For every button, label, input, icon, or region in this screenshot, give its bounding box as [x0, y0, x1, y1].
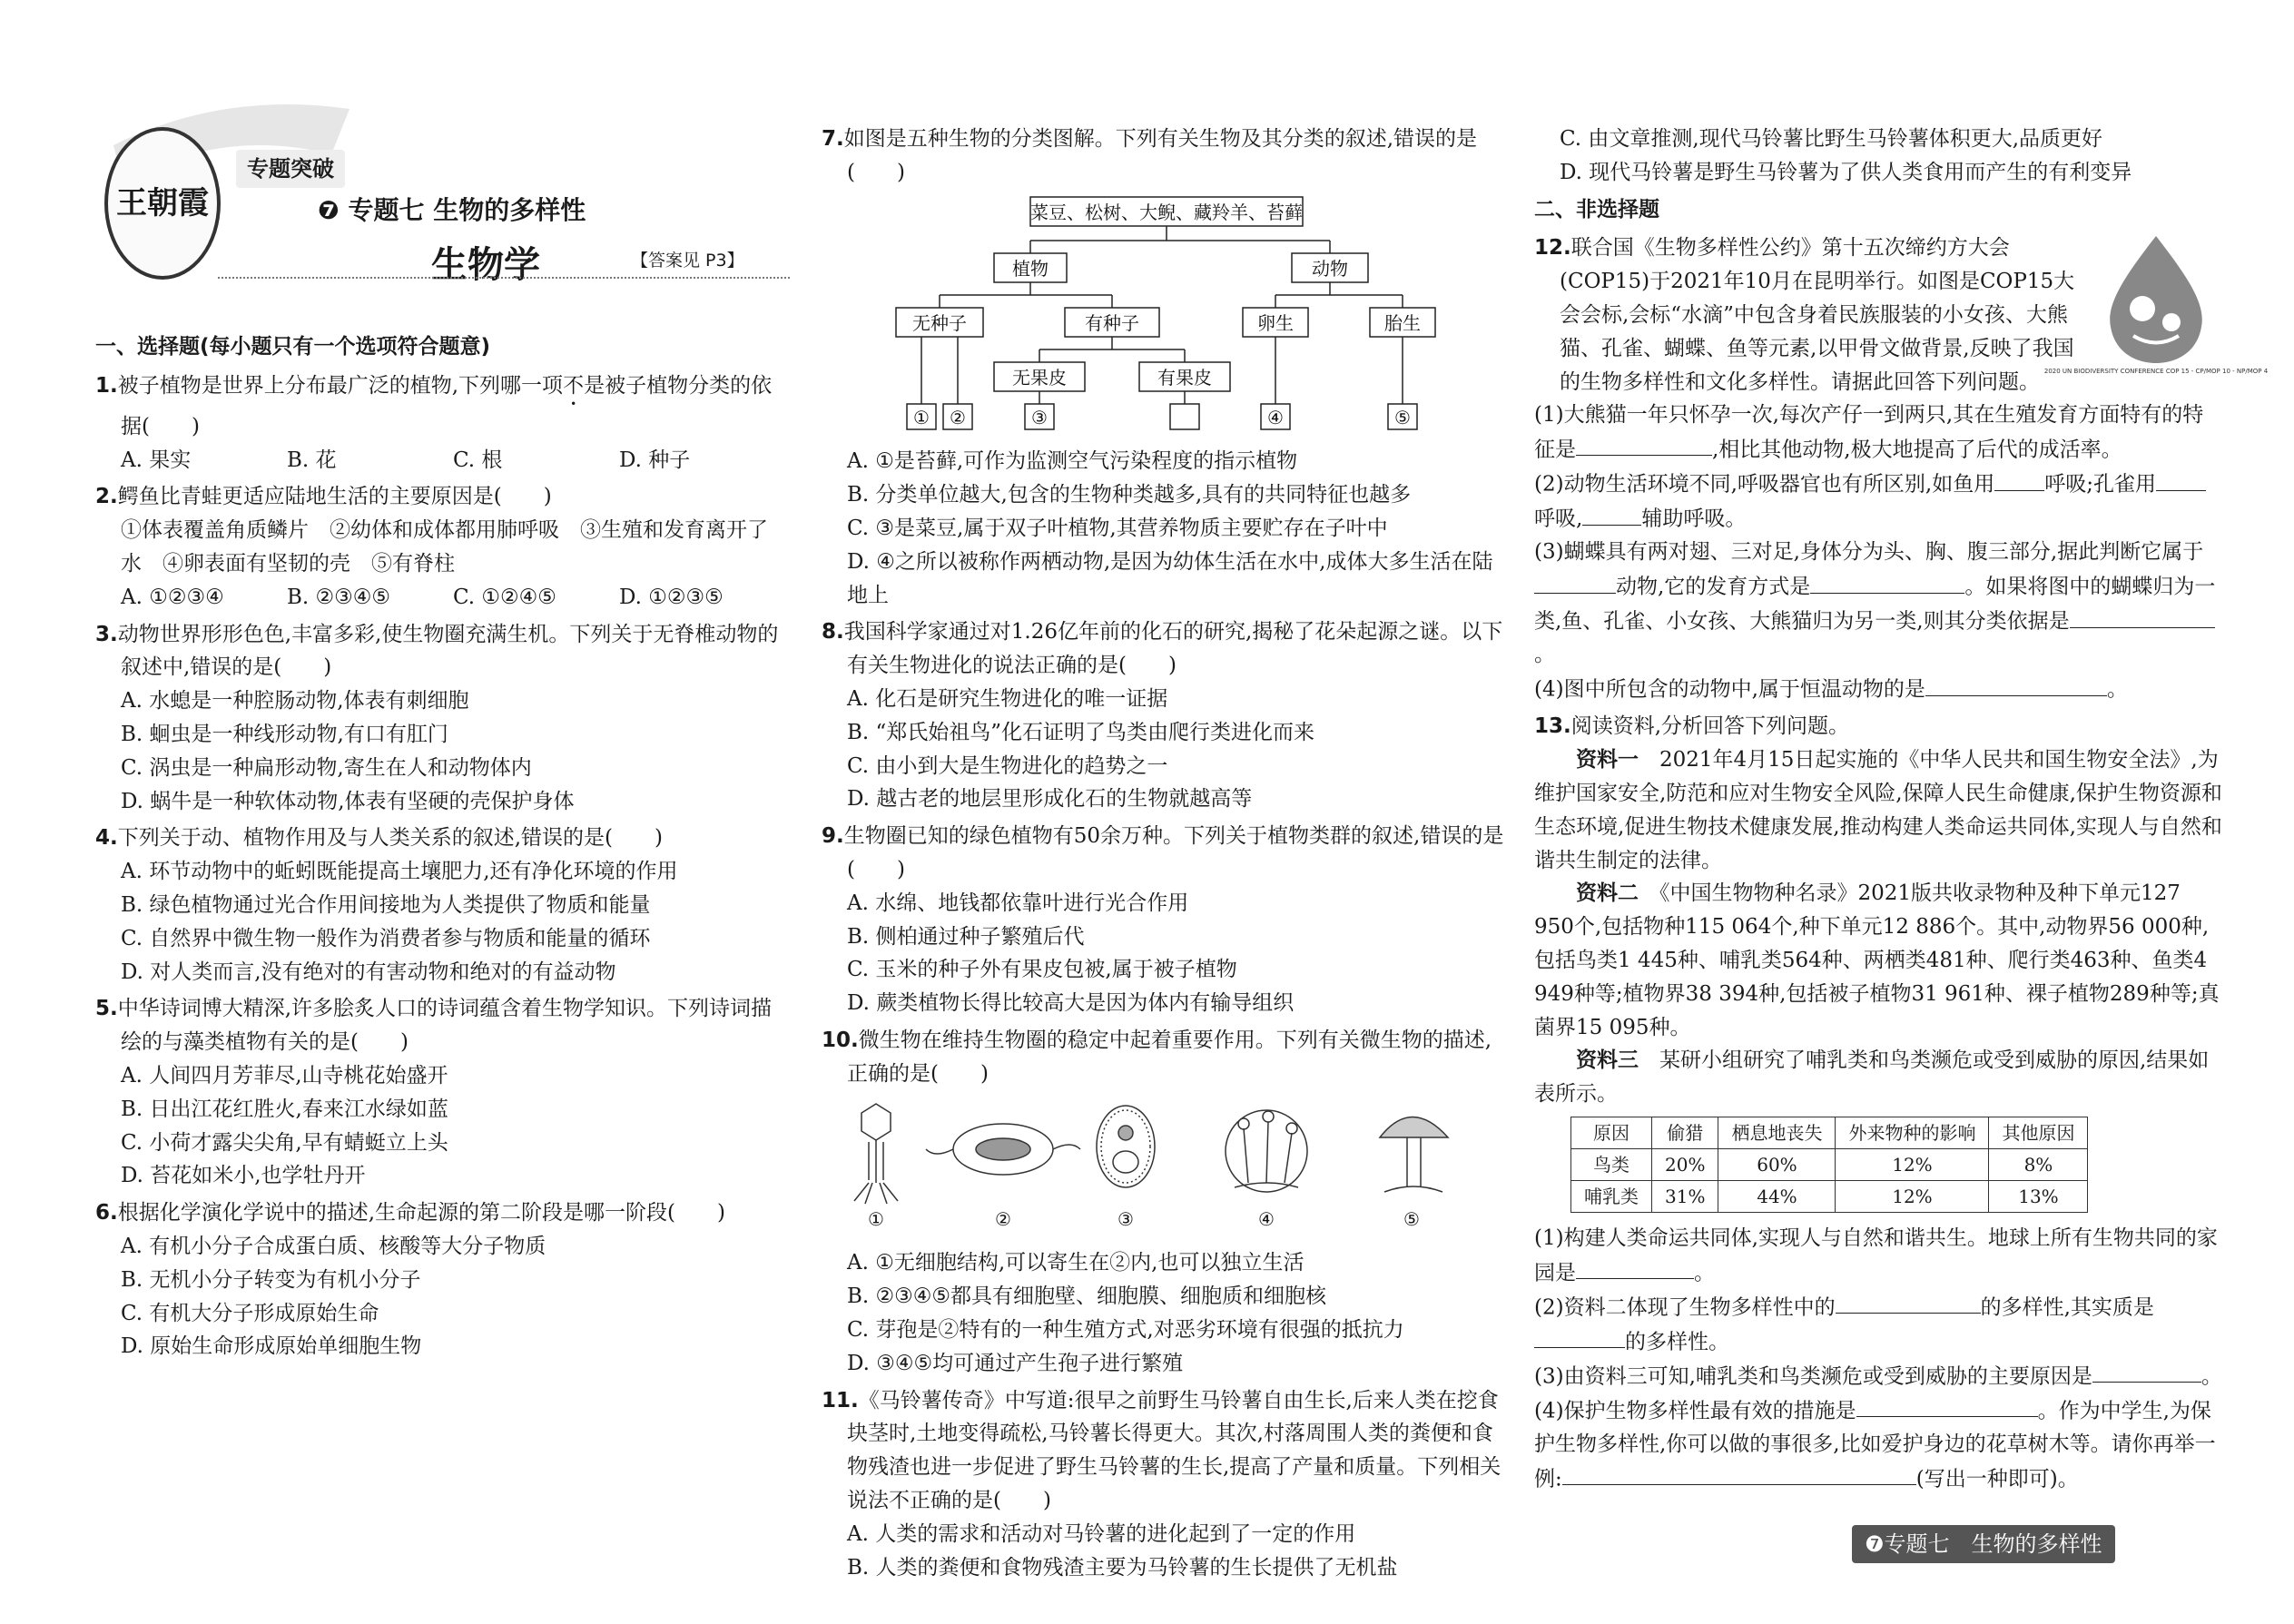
column-left [95, 327, 785, 1367]
answer-blank[interactable] [1856, 1393, 2038, 1417]
option-b: B. 侧柏通过种子繁殖后代 [847, 924, 1085, 949]
subject-title: 生物学 [431, 244, 540, 286]
option-b: B. ②③④⑤都具有细胞壁、细胞膜、细胞质和细胞核 [847, 1284, 1327, 1309]
page-footer-tag: ❼专题七 生物的多样性 [1852, 1525, 2115, 1563]
micro-label-2: ② [995, 1207, 1011, 1230]
option-d: D. 对人类而言,没有绝对的有害动物和绝对的有益动物 [121, 960, 616, 984]
subquestion-12-1: (1)大熊猫一年只怀孕一次,每次产仔一到两只,其在生殖发育方面特有的特征是 ,相比其他动物,极大地提高了后代的成活率。 [1534, 403, 2204, 462]
material-2: 资料二 《中国生物物种名录》2021版共收录物种及种下单元127 950个,包括物种115 064个,种下单元12 886个。其中,动物界56 000种,包括鸟类1 445种、哺乳类564种、两栖类481种、爬行类463种、鱼类4 949种等;植物界38 394种,包括被子植物31 961种、裸子植物289种等;真菌界15 095种。 [1534, 881, 2220, 1039]
classification-tree-diagram [822, 195, 1493, 431]
option-c: C. 涡虫是一种扁形动物,寄生在人和动物体内 [121, 755, 532, 780]
material-3: 资料三 某研小组研究了哺乳类和鸟类濒危或受到威胁的原因,结果如表所示。 [1534, 1048, 2210, 1107]
option-d: D. ①②③⑤ [619, 585, 724, 609]
option-a: A. 水螅是一种腔肠动物,体表有刺细胞 [121, 689, 469, 714]
option-d: D. ④之所以被称作两栖动物,是因为幼体生活在水中,成体大多生活在陆地上 [847, 549, 1493, 607]
answer-blank[interactable] [2092, 1359, 2201, 1383]
tree-seed-label: 有种子 [1085, 311, 1139, 334]
cop15-logo-caption: 2020 UN BIODIVERSITY CONFERENCE COP 15 - CP/MOP 10 - NP/MOP 4 [2043, 368, 2269, 376]
answer-blank[interactable] [1582, 501, 1641, 525]
option-c: C. 由文章推测,现代马铃薯比野生马铃薯体积更大,品质更好 [1560, 127, 2103, 151]
section-heading: 一、选择题(每小题只有一个选项符合题意) [95, 335, 491, 359]
answer-blank[interactable] [1562, 1462, 1916, 1485]
option-a: A. 环节动物中的蚯蚓既能提高土壤肥力,还有净化环境的作用 [121, 860, 678, 884]
question-1: 1.被子植物是世界上分布最广泛的植物,下列哪一项不是被子植物分类的依据( ) A. 果实 B. 花 C. 根 D. 种子 [95, 369, 785, 477]
cop15-logo-icon [2043, 231, 2269, 377]
question-13: 13.阅读资料,分析回答下列问题。 资料一 2021年4月15日起实施的《中华人民共和国生物安全法》,为维护国家安全,防范和应对生物安全风险,保障人民生命健康,保护生物资源和生态环境,促进生物技术健康发展,推动构建人类命运共同体,实现人与自然和谐共生制定的法律。 资料二 《中国生物物种名录》2021版共收录物种及种下单元127 950个,包括物种115 064个,种下单元12 886个。其中,动物界56 000种,包括鸟类1 445种、哺乳类564种、两栖类481种、爬行类463种、鱼类4 949种等;植物界38 394种,包括被子植物31 961种、裸子植物289种等;真菌界15 095种。 资料三 某研小组研究了哺乳类和鸟类濒危或受到威胁的原因,结果如表所示。 原因 偷猎 栖息地丧失 外来物种的影响 其他原因 鸟类 20% 60% 12% 8% 哺乳类 31% 44% 12% 13% (1)构建人类命运共同体,实现人与自然和谐共生。地球上所有生物共同的家园是 。 (2)资料二体现了生物多样性中的 的多样性,其实质是的多样性。 (3)由资料三可知,哺乳类和鸟类濒危或受到威胁的主要原因是 。 (4)保护生物多样性最有效的措施是 。作为中学生,为保护生物多样性,你可以做的事很多,比如爱护身边的花草树木等。请你再举一例: (写出一种即可)。 [1534, 710, 2224, 1496]
option-b: B. 分类单位越大,包含的生物种类越多,具有的共同特征也越多 [847, 483, 1412, 507]
topic-title: ❼ 专题七 生物的多样性 [318, 195, 586, 225]
option-c: C. 玉米的种子外有果皮包被,属于被子植物 [847, 958, 1237, 982]
question-12: 2020 UN BIODIVERSITY CONFERENCE COP 15 - CP/MOP 10 - NP/MOP 4 12.联合国《生物多样性公约》第十五次缔约方大会(COP15)于2021年10月在昆明举行。如图是COP15大会会标,会标“水滴”中包含身着民族服装的小女孩、大熊猫、孔雀、蝴蝶、鱼等元素,以甲骨文做背景,反映了我国的生物多样性和文化多样性。请据此回答下列问题。 (1)大熊猫一年只怀孕一次,每次产仔一到两只,其在生殖发育方面特有的特征是 ,相比其他动物,极大地提高了后代的成活率。 (2)动物生活环境不同,呼吸器官也有所区别,如鱼用 呼吸;孔雀用呼吸, 辅助呼吸。 (3)蝴蝶具有两对翅、三对足,身体分为头、胸、腹三部分,据此判断它属于动物,它的发育方式是 。如果将图中的蝴蝶归为一类,鱼、孔雀、小女孩、大熊猫归为另一类,则其分类依据是。 (4)图中所包含的动物中,属于恒温动物的是 。 [1534, 231, 2224, 706]
microorganism-figure [822, 1097, 1493, 1233]
option-c: C. 芽孢是②特有的一种生殖方式,对恶劣环境有很强的抵抗力 [847, 1317, 1404, 1342]
answer-blank[interactable] [2156, 467, 2206, 490]
tree-vivi-label: 胎生 [1384, 311, 1421, 334]
answer-blank[interactable] [1994, 467, 2044, 490]
option-c: C. 有机大分子形成原始生命 [121, 1301, 379, 1325]
table-header-row: 原因 偷猎 栖息地丧失 外来物种的影响 其他原因 [1571, 1117, 2088, 1148]
option-b: B. “郑氏始祖鸟”化石证明了鸟类由爬行类进化而来 [847, 720, 1315, 744]
answer-blank[interactable] [1836, 1290, 1981, 1314]
question-9: 9.生物圈已知的绿色植物有50余万种。下列关于植物类群的叙述,错误的是( ) A. 水绵、地钱都依靠叶进行光合作用 B. 侧柏通过种子繁殖后代 C. 玉米的种子外有果皮包被,属于被子植物 D. 蕨类植物长得比较高大是因为体内有输导组织 [822, 820, 1511, 1020]
option-c: C. ③是菜豆,属于双子叶植物,其营养物质主要贮存在子叶中 [847, 516, 1388, 540]
option-a: A. 水绵、地钱都依靠叶进行光合作用 [847, 891, 1189, 915]
tree-animal-label: 动物 [1312, 257, 1348, 280]
tree-peel-label: 有果皮 [1157, 366, 1212, 389]
subquestion-13-2: (2)资料二体现了生物多样性中的 的多样性,其实质是的多样性。 [1534, 1290, 2224, 1359]
option-a: A. 人类的需求和活动对马铃薯的进化起到了一定的作用 [847, 1521, 1356, 1546]
option-b: B. 人类的粪便和食物残渣主要为马铃薯的生长提供了无机盐 [847, 1555, 1398, 1580]
option-a: A. 人间四月芳菲尽,山寺桃花始盛开 [121, 1063, 448, 1088]
virus-icon [854, 1104, 898, 1204]
material-1: 资料一 2021年4月15日起实施的《中华人民共和国生物安全法》,为维护国家安全,防范和应对生物安全风险,保障人民生命健康,保护生物资源和生态环境,促进生物技术健康发展,推动构建人类命运共同体,实现人与自然和谐共生制定的法律。 [1534, 747, 2222, 872]
option-c: C. 小荷才露尖尖角,早有蜻蜓立上头 [121, 1130, 448, 1155]
question-6: 6.根据化学演化学说中的描述,生命起源的第二阶段是哪一阶段( ) A. 有机小分子合成蛋白质、核酸等大分子物质 B. 无机小分子转变为有机小分子 C. 有机大分子形成原始生命 D. 原始生命形成原始单细胞生物 [95, 1196, 785, 1363]
tree-node-3: ③ [1031, 406, 1048, 428]
option-d: D. 蕨类植物长得比较高大是因为体内有输导组织 [847, 991, 1295, 1016]
statement-list: ①体表覆盖角质鳞片 ②幼体和成体都用肺呼吸 ③生殖和发育离开了水 ④卵表面有坚韧的壳 ⑤有脊柱 [121, 518, 768, 576]
option-c: C. ①②④⑤ [453, 585, 556, 609]
option-d: D. 现代马铃薯是野生马铃薯为了供人类食用而产生的有利变异 [1560, 160, 2132, 184]
answer-blank[interactable] [1925, 672, 2107, 695]
answer-blank[interactable] [1810, 569, 1964, 593]
tree-node-1: ① [913, 406, 930, 428]
option-b: B. ②③④⑤ [287, 585, 391, 609]
tree-root-label: 菜豆、松树、大鲵、藏羚羊、苔藓 [1030, 201, 1303, 223]
subquestion-12-3: (3)蝴蝶具有两对翅、三对足,身体分为头、胸、腹三部分,据此判断它属于动物,它的发育方式是 。如果将图中的蝴蝶归为一类,鱼、孔雀、小女孩、大熊猫归为另一类,则其分类依据是。 [1534, 540, 2216, 667]
tree-nopeel-label: 无果皮 [1012, 366, 1067, 389]
option-a: A. 果实 [121, 448, 192, 472]
section-heading: 二、非选择题 [1534, 197, 1659, 221]
question-2: 2.鳄鱼比青蛙更适应陆地生活的主要原因是( ) ①体表覆盖角质鳞片 ②幼体和成体都用肺呼吸 ③生殖和发育离开了水 ④卵表面有坚韧的壳 ⑤有脊柱 A. ①②③④ B. ②③④⑤ C. ①②④⑤ D. ①②③⑤ [95, 480, 785, 614]
mold-icon [1226, 1110, 1307, 1192]
tree-node-2: ② [950, 406, 966, 428]
column-right [1534, 123, 2269, 1500]
question-8: 8.我国科学家通过对1.26亿年前的化石的研究,揭秘了花朵起源之谜。以下有关生物进化的说法正确的是( ) A. 化石是研究生物进化的唯一证据 B. “郑氏始祖鸟”化石证明了鸟类由爬行类进化而来 C. 由小到大是生物进化的趋势之一 D. 越古老的地层里形成化石的生物就越高等 [822, 615, 1511, 816]
subquestion-13-3: (3)由资料三可知,哺乳类和鸟类濒危或受到威胁的主要原因是 。 [1534, 1359, 2224, 1393]
question-10: 10.微生物在维持生物圈的稳定中起着重要作用。下列有关微生物的描述,正确的是( ) ① ② ③ ④ ⑤ A. ①无细胞结构,可以寄生在②内,也可以独立生活 B. ②③④⑤都具有细胞壁、细胞膜、细胞质和细胞核 C. 芽孢是②特有的一种生殖方式,对恶劣环境有很强的抵抗力 D. ③④⑤均可通过产生孢子进行繁殖 [822, 1024, 1511, 1381]
micro-label-3: ③ [1117, 1207, 1134, 1230]
option-d: D. 原始生命形成原始单细胞生物 [121, 1334, 422, 1359]
option-d: D. 越古老的地层里形成化石的生物就越高等 [847, 787, 1253, 812]
option-b: B. 无机小分子转变为有机小分子 [121, 1267, 421, 1292]
answer-blank[interactable] [1534, 1324, 1625, 1348]
column-middle [822, 123, 1511, 1588]
bacterium-icon [926, 1124, 1080, 1175]
option-a: A. 化石是研究生物进化的唯一证据 [847, 686, 1168, 711]
option-a: A. 有机小分子合成蛋白质、核酸等大分子物质 [121, 1234, 546, 1258]
option-d: D. 种子 [619, 448, 691, 472]
question-5: 5.中华诗词博大精深,许多脍炙人口的诗词蕴含着生物学知识。下列诗词描绘的与藻类植物有关的是( ) A. 人间四月芳菲尽,山寺桃花始盛开 B. 日出江花红胜火,春来江水绿如蓝 C. 小荷才露尖尖角,早有蜻蜓立上头 D. 苔花如米小,也学牡丹开 [95, 992, 785, 1193]
subquestion-12-2: (2)动物生活环境不同,呼吸器官也有所区别,如鱼用 呼吸;孔雀用呼吸, 辅助呼吸。 [1534, 467, 2224, 536]
tree-plant-label: 植物 [1012, 257, 1049, 280]
header-divider [218, 277, 790, 279]
option-d: D. 苔花如米小,也学牡丹开 [121, 1164, 366, 1188]
table-row: 鸟类 20% 60% 12% 8% [1571, 1148, 2088, 1180]
option-a: A. ①是苔藓,可作为监测空气污染程度的指示植物 [847, 449, 1298, 474]
page-header [86, 91, 794, 300]
topic-tag: 专题突破 [236, 150, 345, 188]
option-b: B. 蛔虫是一种线形动物,有口有肛门 [121, 722, 448, 746]
question-3: 3.动物世界形形色色,丰富多彩,使生物圈充满生机。下列关于无脊椎动物的叙述中,错误的是( ) A. 水螅是一种腔肠动物,体表有刺细胞 B. 蛔虫是一种线形动物,有口有肛门 C. 涡虫是一种扁形动物,寄生在人和动物体内 D. 蜗牛是一种软体动物,体表有坚硬的壳保护身体 [95, 618, 785, 819]
tree-noseed-label: 无种子 [912, 311, 967, 334]
mushroom-icon [1380, 1117, 1448, 1192]
option-c: C. 由小到大是生物进化的趋势之一 [847, 753, 1168, 778]
option-c: C. 自然界中微生物一般作为消费者参与物质和能量的循环 [121, 926, 651, 950]
option-b: B. 绿色植物通过光合作用间接地为人类提供了物质和能量 [121, 892, 651, 917]
micro-label-1: ① [868, 1207, 884, 1230]
subquestion-12-4: (4)图中所包含的动物中,属于恒温动物的是 。 [1534, 672, 2224, 706]
answer-blank[interactable] [1576, 432, 1712, 456]
option-a: A. ①无细胞结构,可以寄生在②内,也可以独立生活 [847, 1251, 1305, 1275]
question-11: 11.《马铃薯传奇》中写道:很早之前野生马铃薯自由生长,后来人类在挖食块茎时,土地变得疏松,马铃薯长得更大。其次,村落周围人类的粪便和食物残渣也进一步促进了野生马铃薯的生长,提高了产量和质量。下列相关说法不正确的是( ) A. 人类的需求和活动对马铃薯的进化起到了一定的作用 B. 人类的粪便和食物残渣主要为马铃薯的生长提供了无机盐 [822, 1384, 1511, 1585]
threat-cause-table [1570, 1117, 2088, 1213]
option-d: D. ③④⑤均可通过产生孢子进行繁殖 [847, 1351, 1184, 1375]
subquestion-13-4: (4)保护生物多样性最有效的措施是 。作为中学生,为保护生物多样性,你可以做的事很多,比如爱护身边的花草树木等。请你再举一例: (写出一种即可)。 [1534, 1393, 2224, 1496]
option-d: D. 蜗牛是一种软体动物,体表有坚硬的壳保护身体 [121, 789, 575, 813]
tree-node-5: ⑤ [1394, 406, 1411, 428]
option-c: C. 根 [453, 448, 503, 472]
question-4: 4.下列关于动、植物作用及与人类关系的叙述,错误的是( ) A. 环节动物中的蚯蚓既能提高土壤肥力,还有净化环境的作用 B. 绿色植物通过光合作用间接地为人类提供了物质和能量 C. 自然界中微生物一般作为消费者参与物质和能量的循环 D. 对人类而言,没有绝对的有害动物和绝对的有益动物 [95, 822, 785, 989]
yeast-icon [1097, 1106, 1155, 1187]
tree-egg-label: 卵生 [1257, 311, 1294, 334]
option-b: B. 日出江花红胜火,春来江水绿如蓝 [121, 1097, 448, 1121]
answer-reference: 【答案见 P3】 [631, 251, 744, 271]
option-b: B. 花 [287, 448, 337, 472]
answer-blank[interactable] [2070, 604, 2215, 627]
table-row: 哺乳类 31% 44% 12% 13% [1571, 1180, 2088, 1212]
micro-label-5: ⑤ [1403, 1207, 1420, 1230]
answer-blank[interactable] [1576, 1255, 1694, 1279]
brand-logo: 王朝霞 [104, 127, 221, 280]
tree-node-4: ④ [1267, 406, 1284, 428]
answer-blank[interactable] [1534, 569, 1616, 593]
question-7: 7.如图是五种生物的分类图解。下列有关生物及其分类的叙述,错误的是( ) 菜豆、松树、大鲵、藏羚羊、苔藓 植物 动物 无种子 有种子 卵生 胎生 无果皮 有果皮 ① ② ③ ④ ⑤ A. ①是苔藓,可作为监测空气污染程度的指示植物 B. 分类单位越大,包含的生物种类越多,具有的共同特征也越多 C. ③是菜豆,属于双子叶植物,其营养物质主要贮存在子叶中 D. ④之所以被称作两栖动物,是因为幼体生活在水中,成体大多生活在陆地上 [822, 123, 1511, 612]
option-a: A. ①②③④ [121, 585, 224, 609]
micro-label-4: ④ [1258, 1207, 1275, 1230]
subquestion-13-1: (1)构建人类命运共同体,实现人与自然和谐共生。地球上所有生物共同的家园是 。 [1534, 1225, 2218, 1284]
